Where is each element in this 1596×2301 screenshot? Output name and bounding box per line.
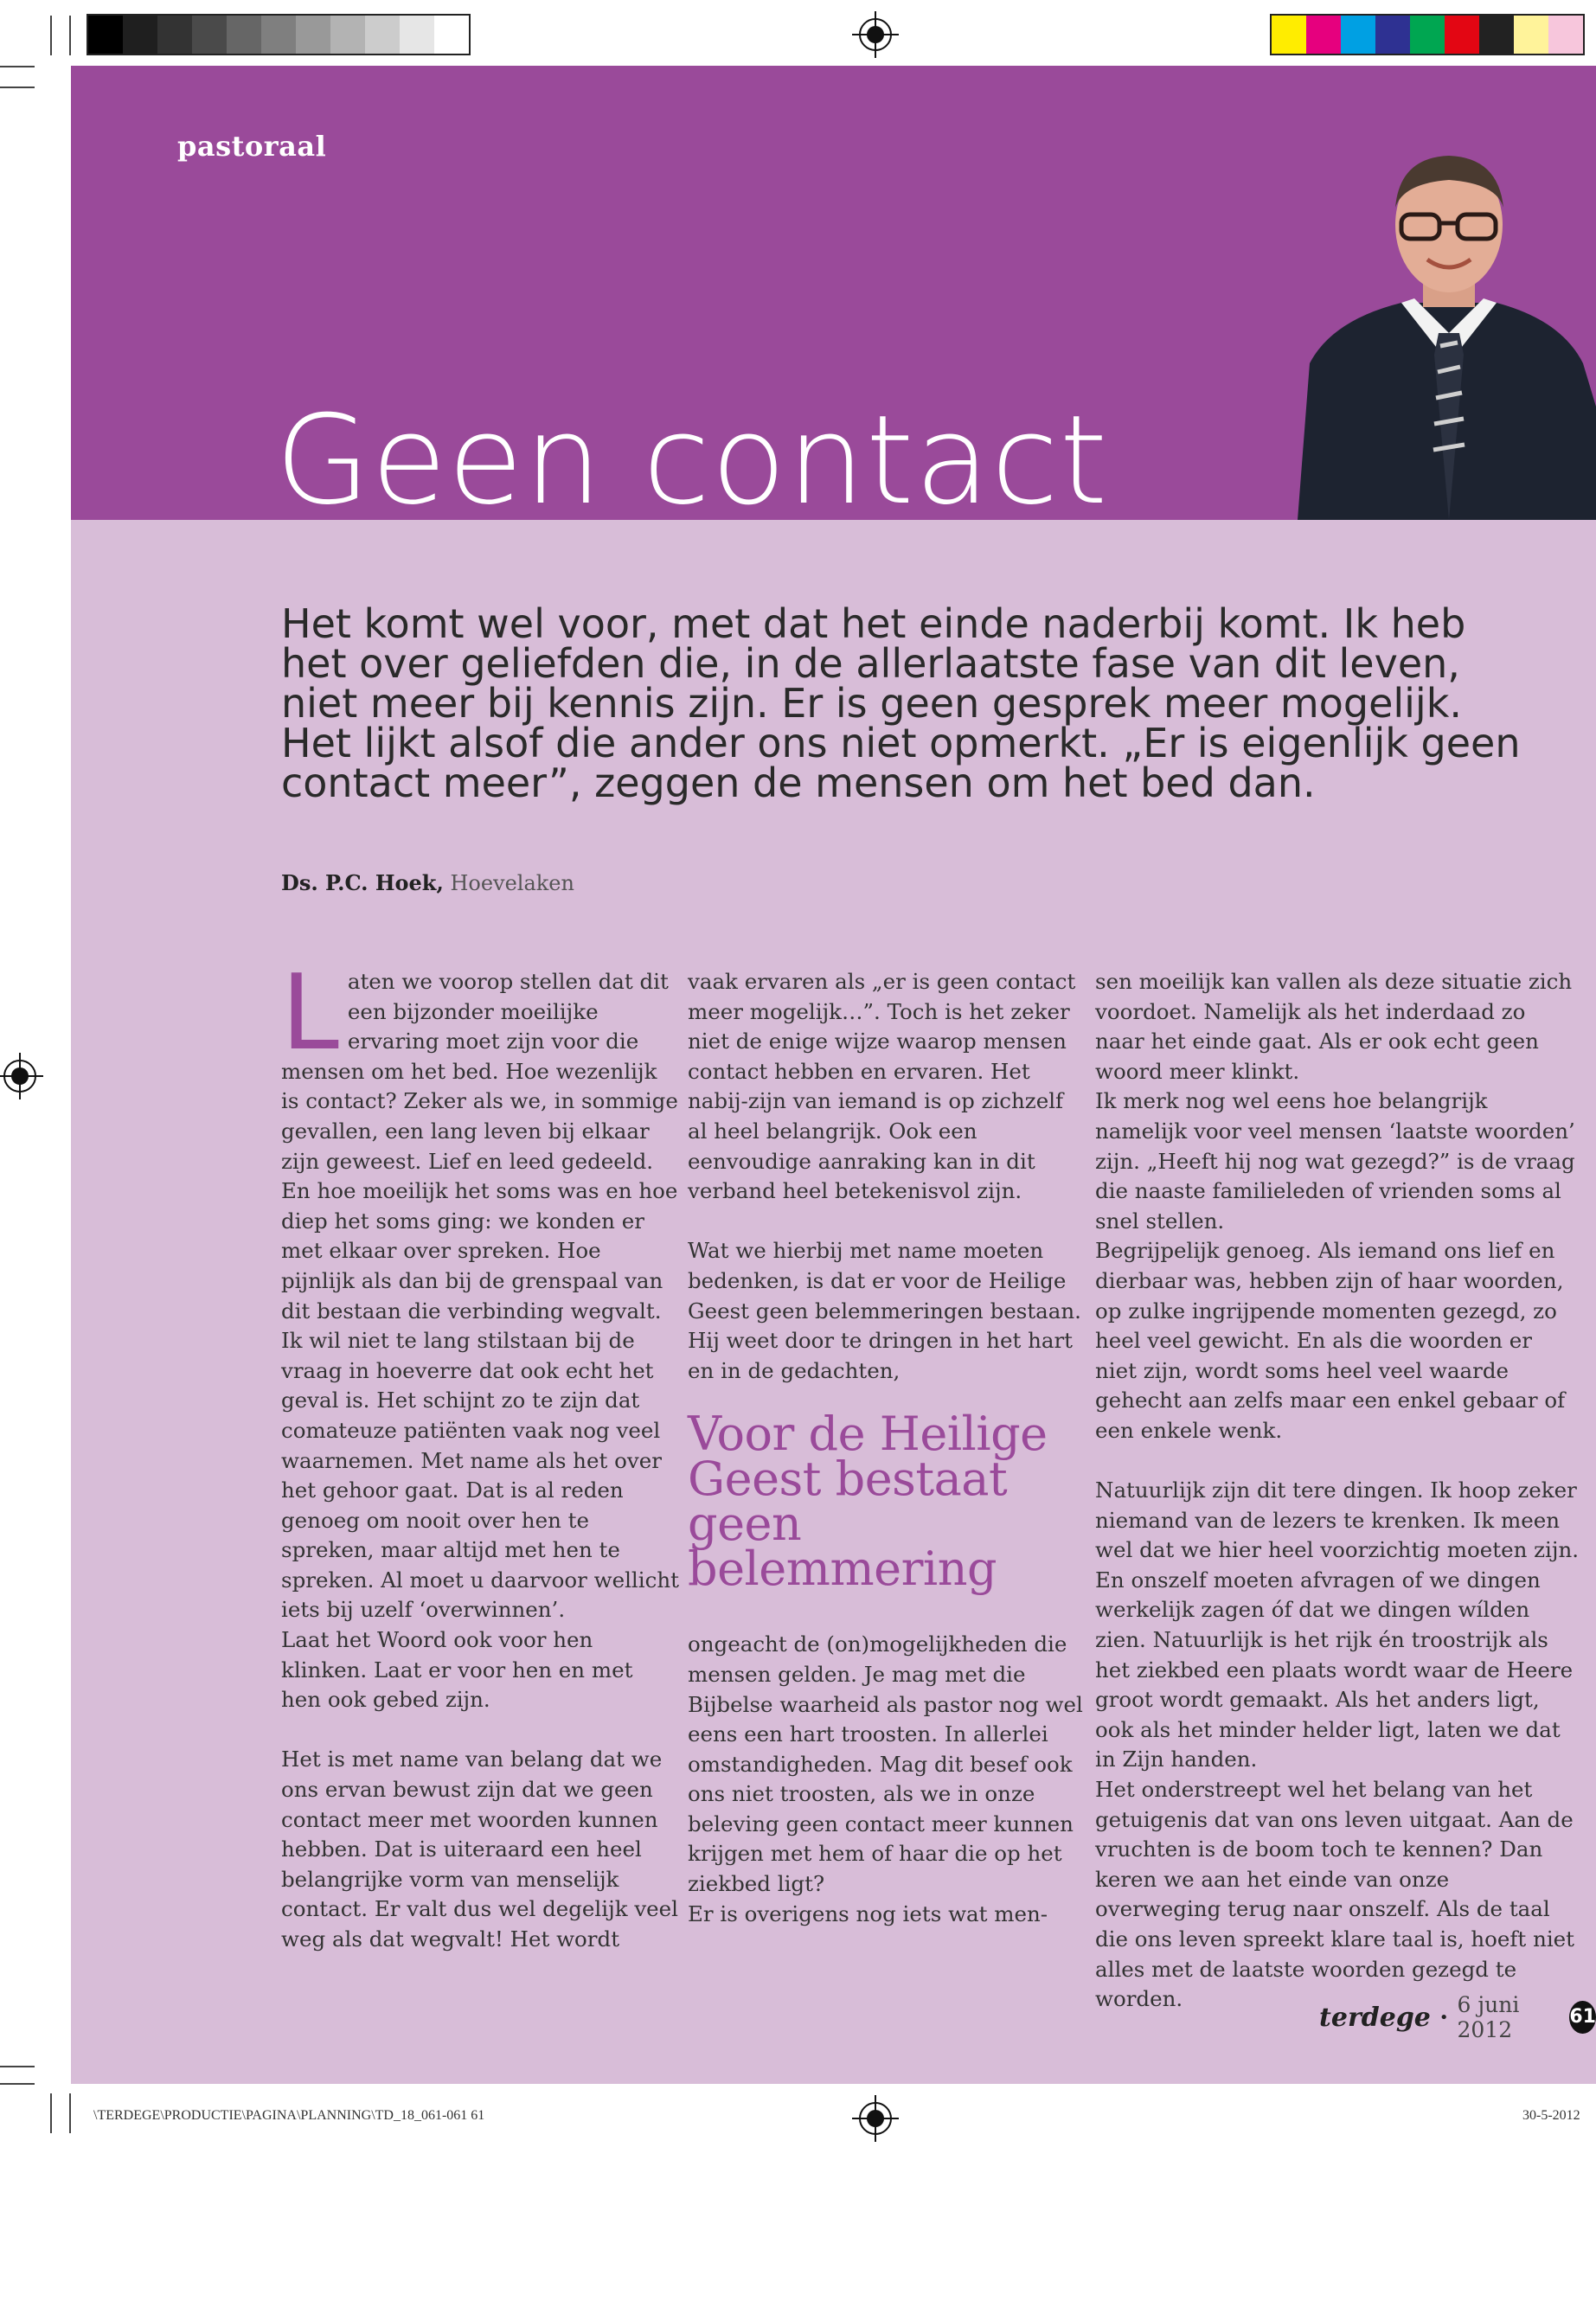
crop-mark xyxy=(69,16,71,55)
page-number: 61 xyxy=(1569,2001,1596,2034)
crop-mark xyxy=(0,87,35,88)
paragraph: Laten we voorop stellen dat dit een bijzonder moeilijke ervaring moet zijn voor die mensen om het bed. Hoe wezenlijk is contact? Zeker als we, in sommige gevallen, een lang leven bij elkaar zijn geweest. Lief en leed gedeeld. En hoe moeilijk het soms was en hoe diep het soms ging: we konden er met elkaar over spreken. Hoe pijnlijk als dan bij de grenspaal van dit bestaan die verbinding wegvalt. Ik wil niet te lang stilstaan bij de vraag in hoeverre dat ook echt het geval is. Het schijnt zo te zijn dat comateuze patiënten vaak nog veel waarnemen. Met name als het over het gehoor gaat. Dat is al reden genoeg om nooit over hen te spreken, maar altijd met hen te spreken. Al moet u daarvoor wellicht iets bij uzelf ‘overwinnen’. Laat het Woord ook voor hen klinken. Laat er voor hen en met hen ook gebed zijn. xyxy=(281,953,679,1713)
crop-mark xyxy=(0,66,35,67)
article-intro: Het komt wel voor, met dat het einde naderbij komt. Ik heb het over geliefden die, in de allerlaatste fase van dit leven, niet meer bij kennis zijn. Er is geen gesprek meer mogelijk. Het lijkt alsof die ander ons niet opmerkt. „Er is eigenlijk geen contact meer”, zeggen de mensen om het bed dan. xyxy=(281,600,1521,806)
footer-bullet: • xyxy=(1439,2008,1449,2027)
paragraph: sen moeilijk kan vallen als deze situatie zich voordoet. Namelijk als het inderdaad zo naar het einde gaat. Als er ook echt geen woord meer klinkt. Ik merk nog wel eens hoe belangrijk namelijk voor veel mensen ‘laatste woorden’ zijn. „Heeft hij nog wat gezegd?” is de vraag die naaste familieleden of vrienden soms al snel stellen. Begrijpelijk genoeg. Als iemand ons lief en dierbaar was, hebben zijn of haar woorden, op zulke ingrijpende momenten gezegd, zo heel veel gewicht. En als die woorden er niet zijn, wordt soms heel veel waarde gehecht aan zelfs maar een enkel gebaar of een enkele wenk. xyxy=(1095,969,1575,1443)
color-calibration-strip xyxy=(1270,14,1585,55)
author-portrait xyxy=(1298,147,1596,520)
registration-target-icon xyxy=(3,1060,36,1093)
issue-date: 6 juni 2012 xyxy=(1457,1992,1520,2042)
crop-mark xyxy=(69,2093,71,2133)
article-title: Geen contact xyxy=(275,400,1109,520)
paragraph: ongeacht de (on)mogelijkheden die mensen gelden. Je mag met die Bijbelse waarheid als pastor nog wel eens een hart troosten. In allerlei omstandigheden. Mag dit besef ook ons niet troosten, als we in onze beleving geen contact meer kunnen krijgen met hem of haar die op het ziekbed ligt? Er is overigens nog iets wat men- xyxy=(688,1631,1083,1926)
text-column-3 xyxy=(1095,967,1580,2044)
drop-cap: L xyxy=(281,953,339,1074)
page-footer xyxy=(1319,1992,1596,2042)
grayscale-calibration-strip xyxy=(87,14,471,55)
pull-quote: Voor de Heilige Geest bestaat geen belemmering xyxy=(688,1407,1048,1597)
paragraph: Het is met name van belang dat we ons ervan bewust zijn dat we geen contact meer met woorden kunnen hebben. Dat is uiteraard een heel belangrijke vorm van menselijk contact. Er valt dus wel degelijk veel weg als dat wegvalt! Het wordt xyxy=(281,1747,679,1952)
magazine-logo: terdege xyxy=(1319,2002,1431,2033)
author-name: Ds. P.C. Hoek, xyxy=(281,870,444,895)
crop-mark xyxy=(50,16,52,55)
production-date: 30-5-2012 xyxy=(1522,2108,1580,2123)
registration-target-icon xyxy=(859,2102,892,2135)
crop-mark xyxy=(50,2093,52,2133)
author-place: Hoevelaken xyxy=(450,871,574,895)
crop-mark xyxy=(0,2083,35,2085)
text-column-1 xyxy=(281,953,679,1984)
crop-mark xyxy=(0,2066,35,2067)
byline xyxy=(281,870,574,895)
registration-target-icon xyxy=(859,18,892,51)
production-slug: \TERDEGE\PRODUCTIE\PAGINA\PLANNING\TD_18_061-061 61 xyxy=(93,2108,485,2123)
paragraph: Wat we hierbij met name moeten bedenken, is dat er voor de Heilige Geest geen belemmeringen bestaan. Hij weet door te dringen in het hart en in de gedachten, xyxy=(688,1238,1081,1383)
section-label: pastoraal xyxy=(177,130,327,163)
text-column-2 xyxy=(688,967,1086,1959)
paragraph: vaak ervaren als „er is geen contact meer mogelijk…”. Toch is het zeker niet de enige wijze waarop mensen contact hebben en ervaren. Het nabij-zijn van iemand is op zichzelf al heel belangrijk. Ook een eenvoudige aanraking kan in dit verband heel betekenisvol zijn. xyxy=(688,969,1076,1204)
paragraph: Natuurlijk zijn dit tere dingen. Ik hoop zeker niemand van de lezers te krenken. Ik meen wel dat we hier heel voorzichtig moeten zijn. En onszelf moeten afvragen of we dingen werkelijk zagen óf dat we dingen wílden zien. Natuurlijk is het rijk én troostrijk als het ziekbed een plaats wordt waar de Heere groot wordt gemaakt. Als het anders ligt, ook als het minder helder ligt, laten we dat in Zijn handen. Het onderstreept wel het belang van het getuigenis dat van ons leven uitgaat. Aan de vruchten is de boom toch te kennen? Dan keren we aan het einde van onze overweging terug naar onszelf. Als de taal die ons leven spreekt klare taal is, hoeft niet alles met de laatste woorden gezegd te worden. xyxy=(1095,1477,1580,2012)
